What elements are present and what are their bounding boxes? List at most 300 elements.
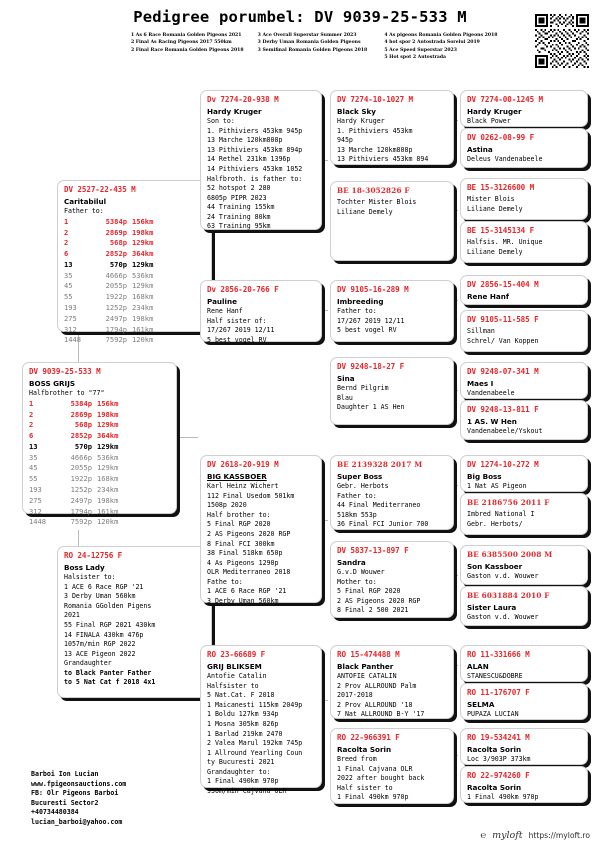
result-row bbox=[64, 217, 206, 228]
result-row bbox=[29, 474, 171, 485]
pedigree-card-gen4-0[interactable] bbox=[460, 90, 588, 127]
pigeon-line: 2 Prov ALLROUND '18 bbox=[337, 700, 413, 709]
result-position: 13 bbox=[64, 259, 73, 269]
pigeon-line: 2022 after bought back bbox=[337, 774, 425, 783]
ring-number: DV 2527-22-435 M bbox=[64, 185, 136, 194]
result-distance: 161km bbox=[97, 506, 119, 516]
result-position: 1 bbox=[29, 398, 34, 408]
pigeon-note: Halfbrother to "77" bbox=[29, 389, 105, 398]
pigeon-line: 3 Derby Uman 560km bbox=[207, 596, 279, 605]
result-birds: 4666p bbox=[70, 452, 92, 462]
result-distance: 129km bbox=[132, 238, 154, 248]
result-position: 2 bbox=[29, 420, 34, 430]
result-distance: 168km bbox=[97, 474, 119, 484]
pigeon-line: Half sister to bbox=[337, 783, 393, 792]
pigeon-line: 13 Pithiviers 453km 894p bbox=[207, 145, 303, 154]
achievement-item: 4 As pigeons Romania Golden Pigeons 2018 bbox=[384, 33, 498, 38]
pigeon-line: to 5 Nat Cat f 2018 4x1 bbox=[64, 678, 156, 687]
pigeon-name: Sina bbox=[337, 374, 355, 383]
result-birds: 2869p bbox=[70, 409, 92, 419]
result-position: 2 bbox=[64, 238, 69, 248]
result-row bbox=[64, 249, 206, 260]
pigeon-line: 1 Boldu 127km 934p bbox=[207, 710, 279, 719]
pigeon-line: 2021 bbox=[64, 611, 80, 620]
pigeon-line: Liliane Demely bbox=[467, 247, 523, 256]
pigeon-line: Vandenabeele/Yskout bbox=[467, 427, 543, 436]
result-row bbox=[29, 517, 171, 528]
pigeon-line: to Black Panter Father bbox=[64, 668, 152, 677]
result-distance: 129km bbox=[97, 420, 119, 430]
pigeon-name: Big Boss bbox=[467, 472, 502, 481]
result-position: 312 bbox=[29, 506, 42, 516]
pigeon-line: 1 Maicanesti 115km 2049p bbox=[207, 700, 303, 709]
pigeon-line: FB: Olr Pigeons Barboi bbox=[31, 789, 119, 798]
ring-number: Dv 7274-20-938 M bbox=[207, 95, 279, 104]
pigeon-line: 1 Nat AS Pigeon bbox=[467, 482, 527, 491]
pigeon-line: 52 hotspot 2 280 bbox=[207, 184, 271, 193]
pedigree-card-gen3-0[interactable] bbox=[330, 90, 454, 165]
pigeon-name: Racolta Sorin bbox=[337, 745, 392, 754]
pigeon-line: 1 ACE 6 Race RGP '21 bbox=[207, 587, 287, 596]
pigeon-line: Halfsis. MR. Unique bbox=[467, 238, 543, 246]
pigeon-line: 1 Allround Yearling Coun bbox=[207, 748, 303, 757]
result-position: 1 bbox=[64, 216, 69, 226]
pigeon-line: Karl Heinz Wichert bbox=[207, 482, 279, 491]
pigeon-line: Tochter Mister Blois bbox=[337, 198, 417, 206]
achievements-column-3 bbox=[384, 32, 501, 62]
pigeon-name: 1 AS. W Hen bbox=[467, 417, 517, 426]
result-birds: 1252p bbox=[105, 303, 127, 313]
pigeon-line: Liliane Demely bbox=[337, 207, 393, 216]
result-distance: 234km bbox=[132, 303, 154, 313]
pigeon-line: 3 Derby Uman 560km bbox=[64, 592, 136, 601]
pigeon-line: Rene Hanf bbox=[207, 307, 243, 316]
pigeon-line: 24 Training 80km bbox=[207, 212, 271, 221]
pigeon-line: Liliane Demely bbox=[467, 204, 523, 213]
results-table bbox=[64, 217, 206, 346]
result-distance: 168km bbox=[132, 292, 154, 302]
ring-number: DV 2618-20-919 M bbox=[207, 460, 279, 469]
pedigree-card-gen3-6[interactable] bbox=[330, 645, 454, 719]
ring-number: RO 22-974260 F bbox=[467, 771, 530, 780]
pigeon-line: 13 Pithiviers 453km 894 bbox=[337, 155, 429, 164]
result-birds: 7592p bbox=[70, 517, 92, 527]
pigeon-line: 5 Final RGP 2020 bbox=[337, 587, 401, 596]
result-row bbox=[29, 410, 171, 421]
pigeon-line: 930m/min Cajvana OLR bbox=[207, 786, 287, 795]
pigeon-line: 1 Final Cajvana OLR bbox=[337, 764, 413, 773]
pigeon-name: Racolta Sorin bbox=[467, 745, 522, 754]
pigeon-line: 2 Prov ALLROUND Palm bbox=[337, 681, 417, 690]
ring-number: DV 9248-18-27 F bbox=[337, 362, 405, 371]
pigeon-line: 1 Final 490km 970p bbox=[207, 777, 279, 786]
pigeon-line: 14 Rethel 231km 1396p bbox=[207, 155, 291, 164]
pigeon-line: Father to: bbox=[337, 307, 377, 316]
result-position: 55 bbox=[64, 292, 73, 302]
result-row bbox=[29, 453, 171, 464]
pedigree-card-gen4-3[interactable] bbox=[460, 221, 588, 263]
achievement-item: 2 Final As Racing Pigeons 2017 550km bbox=[131, 40, 232, 46]
achievement-item: 2 Final Race Romania Golden Pigeons 2018 bbox=[131, 47, 244, 53]
result-distance: 536km bbox=[132, 270, 154, 280]
pigeon-line: Deleus Vandenabeele bbox=[467, 155, 543, 164]
pigeon-line: 1508p 2020 bbox=[207, 501, 247, 510]
pedigree-card-gen4-12[interactable] bbox=[460, 645, 588, 682]
result-position: 312 bbox=[64, 324, 77, 334]
pigeon-line: lucian_barboi@yahoo.com bbox=[31, 817, 123, 826]
pigeon-line: Half sister of: bbox=[207, 316, 267, 325]
result-position: 275 bbox=[64, 313, 77, 323]
pigeon-name: Pauline bbox=[207, 297, 237, 306]
pigeon-line: Gaston v.d. Wouwer bbox=[467, 613, 539, 622]
breeder-contact bbox=[31, 770, 126, 827]
ring-number: DV 5837-13-897 F bbox=[337, 546, 409, 555]
result-row bbox=[64, 335, 206, 346]
pigeon-name: Maes I bbox=[467, 379, 494, 388]
pedigree-card-gen4-13[interactable] bbox=[460, 683, 588, 720]
pedigree-card-gen4-6[interactable] bbox=[460, 362, 588, 399]
pigeon-name: Hardy Kruger bbox=[207, 107, 262, 116]
ring-number: DV 9248-13-811 F bbox=[467, 405, 539, 414]
pigeon-line: 13 ACE Pigeon 2022 bbox=[64, 649, 136, 658]
result-row bbox=[29, 399, 171, 410]
result-distance: 129km bbox=[132, 259, 154, 269]
result-birds: 2497p bbox=[70, 495, 92, 505]
result-birds: 2055p bbox=[105, 281, 127, 291]
pigeon-line: 13 Marche 120km808p bbox=[207, 136, 283, 145]
result-birds: 4666p bbox=[105, 270, 127, 280]
pigeon-line: 13 Marche 120km808p bbox=[337, 145, 413, 154]
pigeon-lines bbox=[64, 573, 206, 668]
pigeon-name: BIG KASSBOER bbox=[207, 472, 267, 481]
achievement-item: 4 hot spor 2 Autostrada Sorelui 2019 bbox=[384, 40, 480, 46]
pigeon-line: Loc 3/903P 373km bbox=[467, 755, 531, 764]
pigeon-line: OLR Mediterraneo 2018 bbox=[207, 568, 291, 577]
pedigree-card-gen4-8[interactable] bbox=[460, 455, 588, 492]
result-position: 1448 bbox=[29, 517, 47, 527]
pigeon-line: www.fpigeonsauctions.com bbox=[31, 779, 127, 788]
pigeon-line: 1 Barlad 219km 2470 bbox=[207, 729, 283, 738]
pigeon-name: Hardy Kruger bbox=[467, 107, 522, 116]
result-birds: 1922p bbox=[70, 474, 92, 484]
pigeon-name: Caritabilul bbox=[64, 197, 107, 206]
pedigree-card-gen2-2[interactable] bbox=[200, 455, 322, 603]
pigeon-line: Hardy Kruger bbox=[337, 117, 385, 126]
result-birds: 2869p bbox=[105, 227, 127, 237]
ring-number: DV 9105-16-289 M bbox=[337, 285, 409, 294]
pedigree-card-gen2-1[interactable] bbox=[200, 280, 322, 342]
pedigree-card-gen2-0[interactable] bbox=[200, 90, 322, 230]
pigeon-name: SELMA bbox=[467, 700, 495, 709]
result-position: 35 bbox=[29, 452, 38, 462]
pedigree-card-gen4-14[interactable] bbox=[460, 728, 588, 765]
pigeon-line: 4 As Pigeons 1290p bbox=[207, 558, 279, 567]
pigeon-line: Breed from bbox=[337, 755, 377, 764]
result-row bbox=[64, 325, 206, 336]
result-position: 275 bbox=[29, 495, 42, 505]
pigeon-line: ty Bucuresti 2021 bbox=[207, 758, 275, 767]
pigeon-line: 945p bbox=[337, 136, 353, 145]
pigeon-line: Sillman bbox=[467, 327, 495, 335]
pedigree-card-gen3-2[interactable] bbox=[330, 280, 454, 342]
result-distance: 156km bbox=[97, 398, 119, 408]
pedigree-card-gen3-3[interactable] bbox=[330, 357, 454, 425]
ring-number: RO 19-534241 M bbox=[467, 733, 530, 742]
pigeon-line: Gaston v.d. Wouwer bbox=[467, 572, 539, 581]
ring-number: RO 11-331666 M bbox=[467, 650, 530, 659]
ring-number: DV 0262-08-99 F bbox=[467, 133, 535, 142]
pigeon-line: 1 Final 490km 970p bbox=[337, 793, 409, 802]
ring-number: BE 6385500 2008 M bbox=[467, 550, 553, 559]
pigeon-line: Daughter 1 AS Hen bbox=[337, 403, 405, 412]
pedigree-card-gen4-11[interactable] bbox=[460, 586, 588, 626]
result-distance: 234km bbox=[97, 485, 119, 495]
result-birds: 570p bbox=[109, 259, 127, 269]
ring-number: RO 11-176707 F bbox=[467, 688, 530, 697]
result-row bbox=[64, 228, 206, 239]
result-position: 35 bbox=[64, 270, 73, 280]
pedigree-card-gen4-1[interactable] bbox=[460, 128, 588, 168]
result-distance: 120km bbox=[132, 335, 154, 345]
result-birds: 2497p bbox=[105, 313, 127, 323]
pigeon-line: Bernd Pilgrim bbox=[337, 384, 389, 393]
ring-number: BE 15-3126600 M bbox=[467, 183, 535, 192]
achievement-item: 5 Ace Speed Superstar 2023 bbox=[384, 47, 457, 53]
result-row bbox=[64, 314, 206, 325]
result-distance: 198km bbox=[132, 313, 154, 323]
myloft-url[interactable]: https://myloft.ro bbox=[528, 831, 590, 840]
result-birds: 1794p bbox=[70, 506, 92, 516]
result-birds: 1922p bbox=[105, 292, 127, 302]
ring-number: BE 15-3145134 F bbox=[467, 226, 535, 235]
pigeon-line: Blau bbox=[337, 393, 353, 402]
result-row bbox=[64, 271, 206, 282]
pigeon-line: Grandaughter bbox=[64, 659, 112, 668]
ring-number: DV 9248-07-341 M bbox=[467, 367, 539, 376]
result-row bbox=[29, 431, 171, 442]
pigeon-line: Grandaughter to: bbox=[207, 767, 271, 776]
pigeon-line: 112 Final Usedom 501km bbox=[207, 491, 295, 500]
pigeon-bold-lines bbox=[64, 669, 206, 688]
pedigree-card-gen4-9[interactable] bbox=[460, 493, 588, 535]
result-position: 193 bbox=[29, 485, 42, 495]
page-title: Pedigree porumbel: DV 9039-25-533 M bbox=[133, 8, 467, 26]
pigeon-name: Sandra bbox=[337, 558, 366, 567]
pedigree-card-gen4-2[interactable] bbox=[460, 178, 588, 220]
pigeon-line: Vandenabeele bbox=[467, 389, 515, 398]
pedigree-card-gen4-15[interactable] bbox=[460, 766, 588, 803]
result-birds: 5384p bbox=[70, 398, 92, 408]
pigeon-line: G.v.D Wouwer bbox=[337, 568, 385, 577]
pigeon-line: Schrel/ Van Koppen bbox=[467, 336, 539, 345]
pedigree-card-subject[interactable] bbox=[22, 362, 177, 527]
pigeon-line: Father to: bbox=[337, 491, 377, 500]
result-row bbox=[29, 485, 171, 496]
pedigree-card-gen3-5[interactable] bbox=[330, 541, 454, 618]
ring-number: BE 2139328 2017 M bbox=[337, 460, 423, 469]
achievement-item: 1 As 6 Race Romania Golden Pigeons 2021 bbox=[131, 33, 242, 38]
pigeon-line: 14 FINALA 430km 476p bbox=[64, 630, 144, 639]
pigeon-line: Halfbroth. is father to: bbox=[207, 174, 303, 183]
result-birds: 570p bbox=[74, 441, 92, 451]
achievements-column-1 bbox=[131, 32, 248, 62]
achievement-item: 3 Derby Uman Romania Golden Pigeons bbox=[257, 40, 361, 46]
pedigree-card-sire[interactable] bbox=[57, 180, 212, 345]
pigeon-note: Father to: bbox=[64, 207, 104, 216]
pigeon-line: 1 Mosna 305km 826p bbox=[207, 719, 279, 728]
pigeon-name: Boss Lady bbox=[64, 563, 105, 572]
result-row bbox=[64, 281, 206, 292]
result-position: 193 bbox=[64, 303, 77, 313]
result-birds: 568p bbox=[74, 420, 92, 430]
pigeon-line: Halfsister to bbox=[207, 681, 259, 690]
pigeon-line: Imbred National I bbox=[467, 510, 535, 518]
pigeon-line: 1. Pithiviers 453km bbox=[337, 126, 413, 135]
pigeon-line: PUPAZA LUCIAN bbox=[467, 710, 519, 719]
pigeon-line: 1 Final 490km 970p bbox=[467, 793, 539, 802]
pedigree-card-gen2-3[interactable] bbox=[200, 645, 322, 795]
result-distance: 120km bbox=[97, 517, 119, 527]
result-position: 1448 bbox=[64, 335, 82, 345]
achievement-item: 3 Semifinal Romania Golden Pigeons 2018 bbox=[257, 47, 368, 53]
result-row bbox=[29, 442, 171, 453]
pigeon-name: Black Sky bbox=[337, 107, 376, 116]
signature-scribble-icon: ℮ bbox=[480, 830, 487, 841]
ring-number: RO 22-966391 F bbox=[337, 733, 400, 742]
result-distance: 198km bbox=[97, 409, 119, 419]
result-position: 6 bbox=[29, 431, 34, 441]
pigeon-name: BOSS GRIJS bbox=[29, 379, 76, 388]
result-row bbox=[29, 420, 171, 431]
pigeon-line: 38 Final 518km 650p bbox=[207, 549, 283, 558]
pigeon-line: 8 Final FCI 300km bbox=[207, 539, 275, 548]
ring-number: BE 2186756 2011 F bbox=[467, 498, 550, 507]
pedigree-card-gen4-5[interactable] bbox=[460, 310, 588, 352]
result-distance: 364km bbox=[132, 249, 154, 259]
pigeon-line: Bucuresti Sector2 bbox=[31, 798, 99, 807]
pigeon-name: Imbreeding bbox=[337, 297, 384, 306]
pigeon-line: 5 Nat.Cat. F 2018 bbox=[207, 691, 275, 700]
pigeon-line: 6805p PIPR 2023 bbox=[207, 193, 267, 202]
result-birds: 568p bbox=[109, 238, 127, 248]
brand-footer[interactable] bbox=[480, 830, 590, 841]
pigeon-line: 1057m/min RGP 2022 bbox=[64, 640, 136, 649]
result-distance: 198km bbox=[97, 495, 119, 505]
result-distance: 536km bbox=[97, 452, 119, 462]
pigeon-line: 36 Final FCI Junior 700 bbox=[337, 520, 429, 529]
pigeon-name: GRIJ BLIKSEM bbox=[207, 662, 262, 671]
pigeon-line: 44 Final Mediterraneo bbox=[337, 501, 421, 510]
pigeon-name: Rene Hanf bbox=[467, 292, 510, 301]
result-birds: 1252p bbox=[70, 485, 92, 495]
pigeon-line: +40734480384 bbox=[31, 808, 79, 817]
pigeon-line: Gebr. Herbots bbox=[337, 482, 389, 491]
pedigree-card-gen4-10[interactable] bbox=[460, 545, 588, 585]
ring-number: RO 23-66689 F bbox=[207, 650, 266, 659]
myloft-logo: myloft bbox=[492, 830, 523, 841]
ring-number: DV 2856-15-404 M bbox=[467, 280, 539, 289]
ring-number: BE 6031884 2010 F bbox=[467, 591, 550, 600]
result-birds: 7592p bbox=[105, 335, 127, 345]
ring-number: DV 7274-10-1027 M bbox=[337, 95, 414, 104]
pigeon-line: 1 ACE 6 Race RGP '21 bbox=[64, 582, 144, 591]
pigeon-line: 2 Valea Marul 192km 745p bbox=[207, 739, 303, 748]
pedigree-card-gen3-4[interactable] bbox=[330, 455, 454, 530]
pigeon-line: 2 AS Pigeons 2020 RGP bbox=[207, 529, 291, 538]
achievements-list bbox=[131, 32, 501, 62]
ring-number: BE 18-3052826 F bbox=[337, 186, 410, 195]
qr-code-icon bbox=[535, 14, 589, 68]
pedigree-card-gen3-7[interactable] bbox=[330, 728, 454, 804]
result-distance: 129km bbox=[97, 463, 119, 473]
ring-number: RO 24-12756 F bbox=[64, 551, 123, 560]
result-distance: 129km bbox=[97, 441, 119, 451]
pigeon-line: 63 Training 95km bbox=[207, 222, 271, 231]
pigeon-line: Mister Blois bbox=[467, 195, 515, 203]
pigeon-line: Barboi Ion Lucian bbox=[31, 770, 99, 778]
pigeon-name: Super Boss bbox=[337, 472, 383, 481]
pigeon-name: ALAN bbox=[467, 662, 489, 671]
result-distance: 129km bbox=[132, 281, 154, 291]
result-position: 55 bbox=[29, 474, 38, 484]
pigeon-line: Son to: bbox=[207, 117, 235, 126]
result-position: 2 bbox=[64, 227, 69, 237]
ring-number: DV 1274-10-272 M bbox=[467, 460, 539, 469]
pigeon-line: 17/267 2019 12/11 bbox=[337, 316, 405, 325]
result-distance: 364km bbox=[97, 431, 119, 441]
pigeon-line: Half brother to: bbox=[207, 510, 271, 519]
pigeon-name: Sister Laura bbox=[467, 603, 517, 612]
pigeon-line: Mother to: bbox=[337, 577, 377, 586]
ring-number: DV 7274-00-1245 M bbox=[467, 95, 544, 104]
pigeon-line: 7 Nat ALLROUND B-Y '17 bbox=[337, 710, 425, 719]
pedigree-card-gen4-7[interactable] bbox=[460, 400, 588, 440]
ring-number: Dv 2856-20-766 F bbox=[207, 285, 279, 294]
result-position: 13 bbox=[29, 441, 38, 451]
result-birds: 1794p bbox=[105, 324, 127, 334]
pigeon-line: 5 best vogel RV bbox=[207, 335, 267, 344]
pigeon-line: 2 AS Pigeons 2020 RGP bbox=[337, 596, 421, 605]
ring-number: DV 9039-25-533 M bbox=[29, 367, 101, 376]
result-row bbox=[64, 292, 206, 303]
result-distance: 161km bbox=[132, 324, 154, 334]
pigeon-line: 17/267 2019 12/11 bbox=[207, 326, 275, 335]
result-row bbox=[64, 260, 206, 271]
result-birds: 2852p bbox=[70, 431, 92, 441]
pigeon-name: Black Panther bbox=[337, 662, 394, 671]
pedigree-card-dam[interactable] bbox=[57, 546, 212, 698]
result-birds: 5384p bbox=[105, 216, 127, 226]
pigeon-line: 5 best vogel RV bbox=[337, 326, 397, 335]
pigeon-name: Racolta Sorin bbox=[467, 783, 522, 792]
achievement-item: 5 Hot spot 2 Autostrada bbox=[384, 55, 447, 61]
pedigree-card-gen4-4[interactable] bbox=[460, 275, 588, 305]
result-position: 45 bbox=[64, 281, 73, 291]
ring-number: DV 9105-11-585 F bbox=[467, 315, 539, 324]
result-position: 6 bbox=[64, 249, 69, 259]
pigeon-line: Fathe to: bbox=[207, 577, 243, 586]
result-row bbox=[29, 463, 171, 474]
pigeon-line: 5 Final RGP 2020 bbox=[207, 520, 271, 529]
pigeon-line: STANESCU&DOBRE bbox=[467, 672, 523, 681]
result-birds: 2055p bbox=[70, 463, 92, 473]
achievement-item: 3 Ace Overall Superstar Summer 2023 bbox=[257, 33, 357, 38]
result-position: 45 bbox=[29, 463, 38, 473]
pigeon-line: Halsister to: bbox=[64, 573, 116, 582]
pedigree-card-gen3-1[interactable] bbox=[330, 181, 454, 261]
pigeon-line: 518km 553p bbox=[337, 510, 377, 519]
pigeon-name: Son Kassboer bbox=[467, 562, 523, 571]
